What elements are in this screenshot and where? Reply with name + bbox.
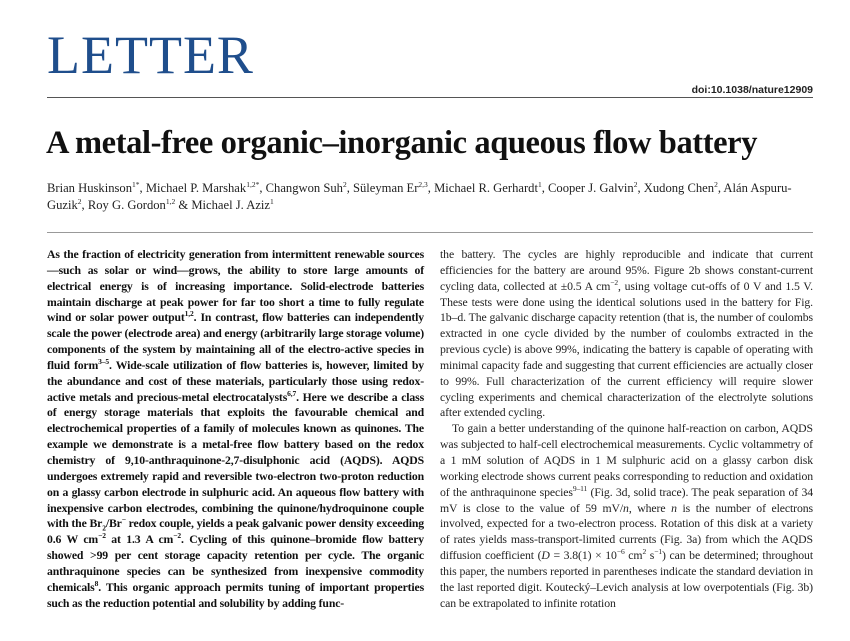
author-affiliation: 1	[270, 196, 274, 206]
author-name[interactable]: Cooper J. Galvin	[548, 181, 634, 195]
author-name[interactable]: Alán Aspuru-Guzik	[47, 181, 792, 212]
author-name[interactable]: Roy G. Gordon	[87, 198, 166, 212]
author-affiliation: 1,2*	[246, 179, 260, 189]
author-affiliation: 2,3	[418, 179, 428, 189]
author-name[interactable]: Michael P. Marshak	[145, 181, 247, 195]
author-name[interactable]: Michael J. Aziz	[191, 198, 270, 212]
author-affiliation: 2	[714, 179, 718, 189]
author-name[interactable]: Michael R. Gerhardt	[434, 181, 538, 195]
author-affiliation: 2	[342, 179, 347, 189]
author-affiliation: 1*	[132, 179, 140, 189]
abstract-paragraph: As the fraction of electricity generation from intermittent renewable sources—such as solar or wind—grows, the ability to store large amounts of electrical energy is of increasing importance. Solid-electrode batteries maintain discharge at peak power for far too short a time to fully regulate wind or solar power output$^{1,2}$. In contrast, flow batteries can independently scale the power (electrode area) and energy (arbitrarily large storage volume) components of the system by maintaining all of the electro-active species in fluid form$^{3-5}$. Wide-scale utilization of flow batteries is, however, limited by the abundance and cost of these materials, particularly those using redox-active metals and precious-metal electrocatalysts$^{6,7}$. Here we describe a class of energy storage materials that exploits the favourable chemical and electrochemical properties of a family of molecules known as quinones. The example we demonstrate is a metal-free flow battery based on the redox chemistry of 9,10-anthraquinone-2,7-disulphonic acid (AQDS). AQDS undergoes extremely rapid and reversible two-electron two-proton reduction on a glassy carbon electrode in sulphuric acid. An aqueous flow battery with inexpensive carbon electrodes, combining the quinone/hydroquinone couple with the $Br_2/Br^-$ redox couple, yields a peak galvanic power density exceeding 0.6 W $cm^{-2}$ at 1.3 A $cm^{-2}$. Cycling of this quinone–bromide flow battery showed >99 per cent storage capacity retention per cycle. The organic anthraquinone species can be synthesized from inexpensive commodity chemicals$^8$. This organic approach permits tuning of important properties such as the reduction potential and solubility by adding func-	[47, 248, 424, 610]
doi-label[interactable]: doi:10.1038/nature12909	[691, 84, 813, 96]
author-name[interactable]: Xudong Chen	[643, 181, 715, 195]
author-name[interactable]: Changwon Suh	[265, 181, 343, 195]
author-affiliation: 1	[537, 179, 542, 189]
author-affiliation: 1,2	[165, 196, 176, 206]
abstract-column	[47, 247, 424, 611]
abstract-rule	[47, 232, 813, 233]
author-list: Brian Huskinson$^{1*}$, Michael P. Marshak$^{1,2*}$, Changwon Suh$^2$, Süleyman Er$^{2,3}$, Michael R. Gerhardt$^1$, Cooper J. Galvin$^2$, Xudong Chen$^2$, Alán Aspuru-Guzik$^2$, Roy G. Gordon$^{1,2}$ & Michael J. Aziz$^1$	[47, 179, 792, 212]
author-affiliation: 2	[633, 179, 638, 189]
reference-link[interactable]: 9–11	[572, 483, 588, 493]
body-paragraph: the battery. The cycles are highly reproducible and indicate that current efficiencies for the battery are around 95%. Figure 2b shows constant-current cycling data, collected at ±0.5 A $cm^{-2}$, using voltage cut-offs of 0 V and 1.5 V. These tests were done using the identical solutions used in the battery for Fig. 1b–d. The galvanic discharge capacity retention (that is, the number of coulombs extracted in one cycle divided by the number of coulombs extracted in the previous cycle) is above 99%, indicating the battery is capable of operating with minimal capacity fade and suggesting that current efficiencies are actually closer to 99%. Full characterization of the current efficiency will require slower cycling experiments and chemical characterization of the electrolyte solutions after extended cycling.	[440, 248, 813, 420]
body-paragraph: To gain a better understanding of the quinone half-reaction on carbon, AQDS was subjected to half-cell electrochemical measurements. Cyclic voltammetry of a 1 mM solution of AQDS in 1 M sulphuric acid on a glassy carbon disk working electrode shows current peaks corresponding to reduction and oxidation of the anthraquinone species$^{9-11}$ (Fig. 3d, solid trace). The peak separation of 34 mV is close to the value of 59 mV/n, where n is the number of electrons involved, expected for a two-electron process. Rotation of this disk at a variety of rates yields mass-transport-limited currents (Fig. 3a) from which the AQDS diffusion coefficient ($D = 3.8(1) \times 10^{-6}$ $cm^2$ $s^{-1}$) can be determined; throughout this paper, the numbers reported in parentheses indicate the standard deviation in the last reported digit. Koutecký–Levich analysis at low overpotentials (Fig. 3b) can be extrapolated to infinite rotation	[440, 422, 814, 610]
reference-link[interactable]: 6,7	[287, 388, 297, 398]
author-name[interactable]: Süleyman Er	[353, 181, 419, 195]
article-title: A metal-free organic–inorganic aqueous flow battery	[46, 125, 758, 161]
header-rule	[47, 97, 813, 98]
author-name[interactable]: Brian Huskinson	[47, 181, 133, 195]
author-affiliation: 2	[77, 196, 82, 206]
section-label: LETTER	[47, 25, 254, 85]
body-column	[440, 247, 813, 611]
reference-link[interactable]: 3–5	[98, 357, 109, 366]
reference-link[interactable]: 1,2	[184, 309, 194, 319]
reference-link[interactable]: 8	[94, 578, 99, 588]
